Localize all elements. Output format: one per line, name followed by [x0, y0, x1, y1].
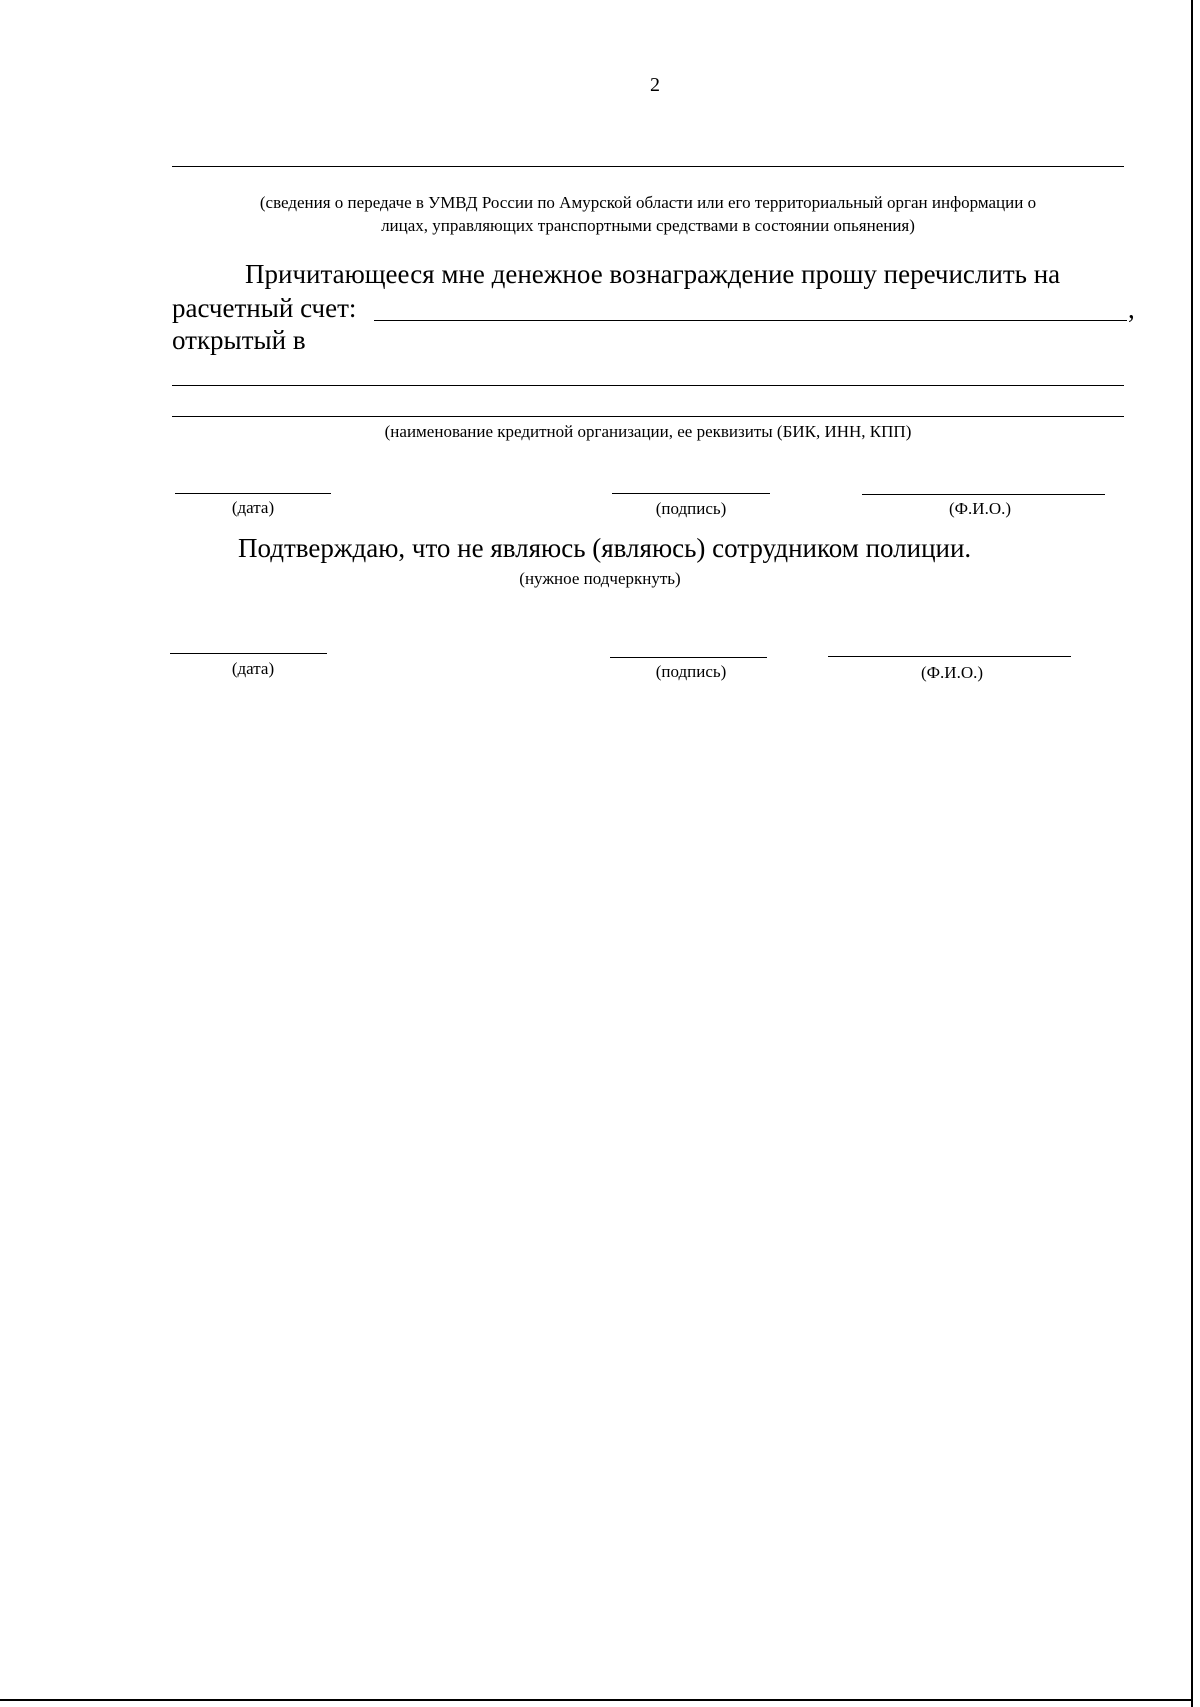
fio-label-2: (Ф.И.О.): [920, 663, 984, 682]
page-edge-right: [1191, 0, 1193, 1707]
signature-label-1: (подпись): [655, 499, 727, 518]
signature-line-1[interactable]: [612, 493, 770, 494]
account-trailing-comma: ,: [1128, 294, 1135, 324]
page-edge-bottom: [0, 1699, 1193, 1701]
info-caption-line-1: (сведения о передаче в УМВД России по Амурской области или его территориальный орган информации о: [259, 193, 1037, 212]
info-caption-line-2: лицах, управляющих транспортными средствами в состоянии опьянения): [381, 216, 915, 235]
date-line-1[interactable]: [175, 493, 331, 494]
opened-in-label: открытый в: [172, 325, 306, 355]
signature-label-2: (подпись): [655, 662, 727, 681]
confirmation-hint: (нужное подчеркнуть): [519, 569, 681, 588]
date-label-2: (дата): [231, 659, 275, 678]
bank-fill-line-1[interactable]: [172, 385, 1124, 386]
fio-line-1[interactable]: [862, 494, 1105, 495]
confirmation-text: Подтверждаю, что не являюсь (являюсь) сотрудником полиции.: [238, 533, 972, 563]
date-line-2[interactable]: [170, 653, 327, 654]
account-label: расчетный счет:: [172, 293, 357, 323]
info-caption: [160, 191, 1136, 237]
info-fill-line[interactable]: [172, 166, 1124, 167]
payment-request-line-1: Причитающееся мне денежное вознаграждение прошу перечислить на: [245, 259, 1061, 289]
signature-line-2[interactable]: [610, 657, 767, 658]
bank-caption: (наименование кредитной организации, ее реквизиты (БИК, ИНН, КПП): [384, 422, 912, 441]
account-field[interactable]: [374, 292, 1127, 321]
date-label-1: (дата): [231, 498, 275, 517]
fio-line-2[interactable]: [828, 656, 1071, 657]
fio-label-1: (Ф.И.О.): [948, 499, 1012, 518]
bank-fill-line-2[interactable]: [172, 416, 1124, 417]
page-number: 2: [650, 74, 660, 96]
